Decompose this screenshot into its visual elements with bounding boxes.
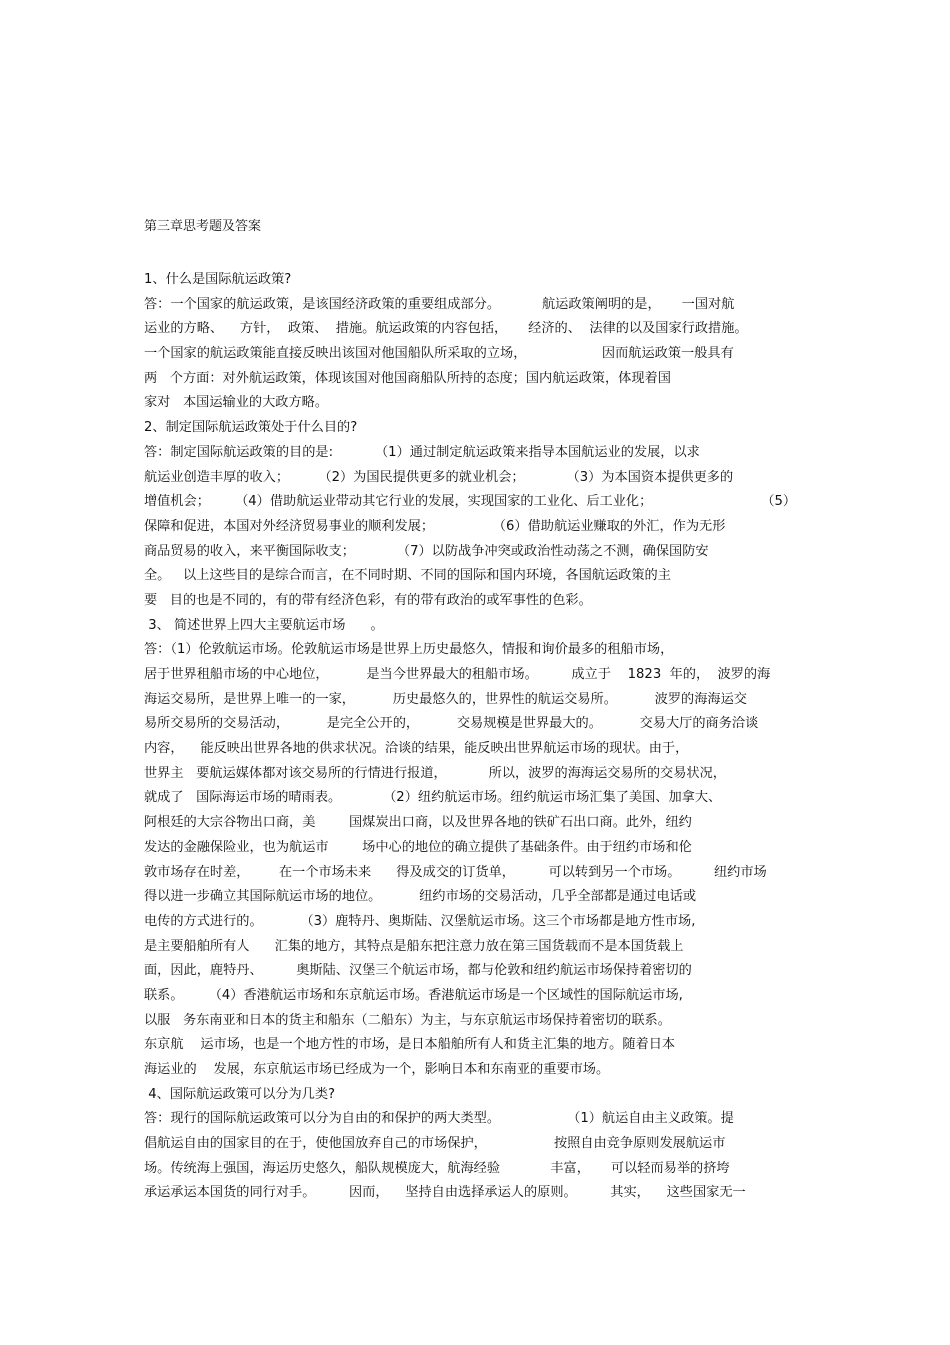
text-line: 倡航运自由的国家目的在于，使他国放弃自己的市场保护， 按照自由竞争原则发展航运市 xyxy=(144,1136,726,1152)
text-line: 两 个方面：对外航运政策，体现该国对他国商船队所持的态度；国内航运政策，体现着国 xyxy=(144,370,671,386)
text-line: 世界主 要航运媒体都对该交易所的行情进行报道， 所以，波罗的海海运交易所的交易状况， xyxy=(144,765,726,781)
text-line: 4、国际航运政策可以分为几类? xyxy=(144,1086,336,1102)
text-line: 海运业的 发展，东京航运市场已经成为一个，影响日本和东南亚的重要市场。 xyxy=(144,1062,610,1077)
text-line: 场。传统海上强国，海运历史悠久，船队规模庞大，航海经验 丰富， 可以轻而易举的挤垮 xyxy=(144,1160,730,1176)
text-line: 以服 务东南亚和日本的货主和船东（二船东）为主，与东京航运市场保持着密切的联系。 xyxy=(144,1012,671,1028)
text-line: 东京航 运市场，也是一个地方性的市场，是日本船舶所有人和货主汇集的地方。随着日本 xyxy=(144,1037,676,1053)
text-line: 要 目的也是不同的，有的带有经济色彩，有的带有政治的或军事性的色彩。 xyxy=(144,592,592,608)
text-line: 家对 本国运输业的大政方略。 xyxy=(144,395,329,411)
text-line: 答：（1）伦敦航运市场。伦敦航运市场是世界上历史最悠久，情报和询价最多的租船市场， xyxy=(144,642,674,658)
text-line: 2、制定国际航运政策处于什么目的? xyxy=(144,420,358,436)
text-line: 一个国家的航运政策能直接反映出该国对他国船队所采取的立场， 因而航运政策一般具有 xyxy=(144,346,734,362)
text-line: 联系。 （4）香港航运市场和东京航运市场。香港航运市场是一个区域性的国际航运市场, xyxy=(144,987,683,1003)
text-line: 商品贸易的收入，来平衡国际收支； （7）以防战争冲突或政治性动荡之不测，确保国防安 xyxy=(144,543,709,559)
text-line: 面，因此，鹿特丹、 奥斯陆、汉堡三个航运市场，都与伦敦和纽约航运市场保持着密切的 xyxy=(144,963,692,979)
text-line: 是主要船舶所有人 汇集的地方，其特点是船东把注意力放在第三国货载而不是本国货载上 xyxy=(144,938,684,954)
text-line: 就成了 国际海运市场的晴雨表。 （2）纽约航运市场。纽约航运市场汇集了美国、加拿大、 xyxy=(144,790,722,806)
text-line: 增值机会； （4）借助航运业带动其它行业的发展，实现国家的工业化、后工业化； （5） xyxy=(144,494,797,510)
text-line: 答：制定国际航运政策的目的是: （1）通过制定航运政策来指导本国航运业的发展，以求 xyxy=(144,444,700,460)
text-line: 阿根廷的大宗谷物出口商，美 国煤炭出口商，以及世界各地的铁矿石出口商。此外，纽约 xyxy=(144,815,692,831)
text-line: 答：现行的国际航运政策可以分为自由的和保护的两大类型。 （1）航运自由主义政策。提 xyxy=(144,1111,734,1127)
text-line: 全。 以上这些目的是综合而言，在不同时期、不同的国际和国内环境，各国航运政策的主 xyxy=(144,568,671,584)
text-line: 航运业创造丰厚的收入； （2）为国民提供更多的就业机会； （3）为本国资本提供更多的 xyxy=(144,469,734,485)
text-line: 海运交易所，是世界上唯一的一家， 历史最悠久的，世界性的航运交易所。 波罗的海海运交 xyxy=(144,691,747,707)
text-line: 运业的方略、 方针， 政策、 措施。航运政策的内容包括， 经济的、 法律的以及国家行政措施。 xyxy=(144,321,748,337)
text-line: 易所交易所的交易活动， 是完全公开的， 交易规模是世界最大的。 交易大厅的商务洽谈 xyxy=(144,716,759,732)
document-body xyxy=(144,268,824,1206)
text-line: 敦市场存在时差， 在一个市场未来 得及成交的订货单， 可以转到另一个市场。 纽约市场 xyxy=(144,864,767,880)
document-title: 第三章思考题及答案 xyxy=(144,219,262,234)
text-line: 得以进一步确立其国际航运市场的地位。 纽约市场的交易活动，几乎全部都是通过电话或 xyxy=(144,889,697,905)
text-line: 3、 简述世界上四大主要航运市场 。 xyxy=(144,617,384,633)
text-line: 发达的金融保险业，也为航运市 场中心的地位的确立提供了基础条件。由于纽约市场和伦 xyxy=(144,839,692,855)
text-line: 内容， 能反映出世界各地的供求状况。洽谈的结果，能反映出世界航运市场的现状。由于， xyxy=(144,741,689,757)
text-line: 居于世界租船市场的中心地位， 是当今世界最大的租船市场。 成立于 1823 年的， 波罗的海 xyxy=(144,667,771,682)
text-line: 承运承运本国货的同行对手。 因而， 坚持自由选择承运人的原则。 其实， 这些国家无一 xyxy=(144,1185,746,1201)
text-line: 1、什么是国际航运政策? xyxy=(144,272,292,287)
text-line: 电传的方式进行的。 （3）鹿特丹、奥斯陆、汉堡航运市场。这三个市场都是地方性市场, xyxy=(144,913,696,929)
text-line: 答：一个国家的航运政策，是该国经济政策的重要组成部分。 航运政策阐明的是， 一国对航 xyxy=(144,296,735,312)
text-line: 保障和促进，本国对外经济贸易事业的顺利发展； （6）借助航运业赚取的外汇，作为无形 xyxy=(144,518,726,534)
